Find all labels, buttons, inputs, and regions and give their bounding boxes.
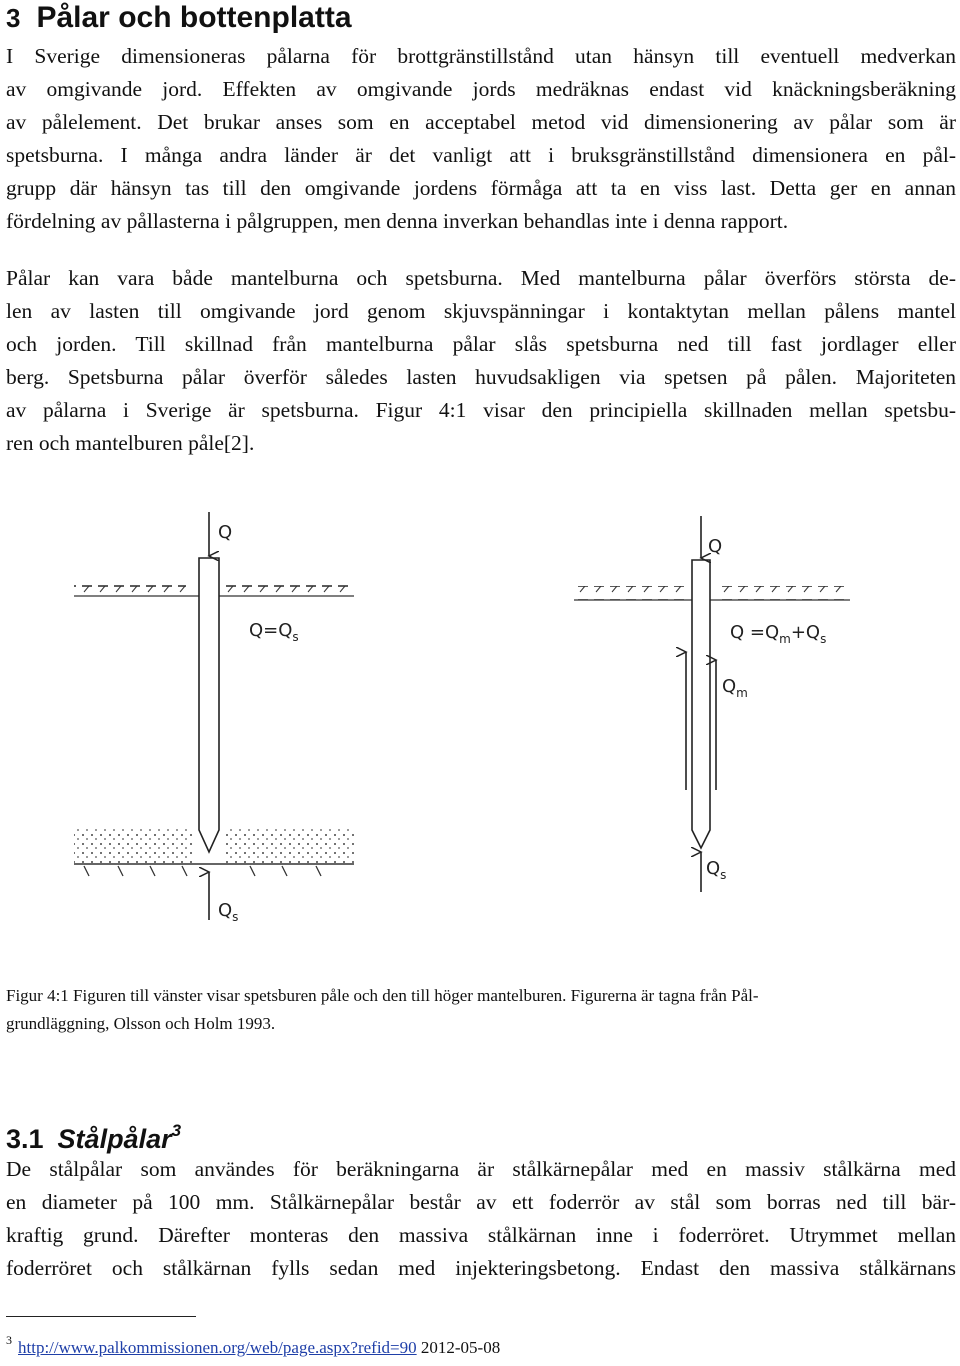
tip-force-label: $Q_s$	[218, 900, 239, 924]
text-line: fördelning av pållasterna i pålgruppen, men denna inverkan behandlas inte i denna rapport.	[6, 209, 789, 233]
bedrock-hatch	[84, 866, 321, 876]
end-bearing-pile-diagram	[74, 512, 354, 924]
ground-surface-hatch	[224, 582, 354, 596]
footnote-divider	[6, 1316, 196, 1317]
section-number: 3	[6, 3, 21, 33]
text-line: De stålpålar som användes för beräkningarna är stålkärnepålar med en massiv stålkärna med	[6, 1157, 956, 1181]
load-label: Q	[218, 522, 233, 543]
text-line: foderröret och stålkärnan fylls sedan med injekteringsbetong. Endast den massiva stålkärnans	[6, 1256, 956, 1280]
load-label: Q	[708, 536, 723, 557]
footnote-mark: 3	[6, 1333, 12, 1347]
pile-shaft	[692, 560, 710, 848]
shaft-force-label: $Q_m$	[722, 676, 748, 700]
footnote-reference[interactable]: 3	[171, 1121, 182, 1140]
caption-line: Figur 4:1 Figuren till vänster visar spetsburen påle och den till höger mantelburen. Figurerna är tagna från Pål-	[6, 986, 759, 1005]
subsection-number: 3.1	[6, 1124, 44, 1154]
text-line: en diameter på 100 mm. Stålkärnepålar består av ett foderrör av stål som borras ned till bär-	[6, 1190, 956, 1214]
paragraph-steel-piles	[6, 1153, 956, 1285]
subsection-title: Stålpålar	[57, 1124, 172, 1154]
text-line: spetsburna. I många andra länder är det vanligt att i bruksgränstillstånd dimensionera en pål-	[6, 143, 956, 167]
text-line: grupp där hänsyn tas till den omgivande jordens förmåga att ta en viss last. Detta ger en annan	[6, 176, 956, 200]
caption-line: grundläggning, Olsson och Holm 1993.	[6, 1014, 276, 1033]
text-line: av omgivande jord. Effekten av omgivande jords medräknas endast vid knäckningsberäkning	[6, 77, 956, 101]
text-line: berg. Spetsburna pålar överför således lasten huvudsakligen via spetsen på pålen. Majoriteten	[6, 365, 956, 389]
section-heading	[6, 0, 352, 36]
pile-shaft	[199, 558, 219, 852]
figure-caption	[6, 982, 954, 1038]
text-line: kraftig grund. Därefter monteras den massiva stålkärnan inne i foderröret. Utrymmet mellan	[6, 1223, 956, 1247]
footnote-date: 2012-05-08	[420, 1338, 501, 1357]
subsection-heading	[6, 1114, 181, 1156]
equation-label: $Q=Q_s$	[249, 620, 299, 644]
friction-pile-diagram	[574, 516, 850, 892]
text-line: av pålarna i Sverige är spetsburna. Figur 4:1 visar den principiella skillnaden mellan spetsbu-	[6, 398, 956, 422]
text-line: ren och mantelburen påle[2].	[6, 431, 255, 455]
ground-surface-hatch	[574, 586, 684, 600]
section-title: Pålar och bottenplatta	[36, 1, 352, 34]
text-line: Pålar kan vara både mantelburna och spetsburna. Med mantelburna pålar överförs största de-	[6, 266, 956, 290]
text-line: av pålelement. Det brukar anses som en acceptabel metod vid dimensionering av pålar som är	[6, 110, 956, 134]
equation-label: $Q =Q_m+Q_s$	[730, 622, 827, 646]
footnote-link[interactable]: http://www.palkommissionen.org/web/page.aspx?refid=90	[18, 1338, 417, 1357]
paragraph-pile-types	[6, 262, 956, 460]
tip-force-label: $Q_s$	[706, 858, 727, 882]
paragraph-intro	[6, 40, 956, 238]
firm-layer	[74, 828, 194, 864]
pile-figure	[0, 500, 960, 940]
footnote	[6, 1326, 500, 1362]
ground-surface-hatch	[720, 586, 850, 600]
text-line: len av lasten till omgivande jord genom skjuvspänningar i kontaktytan mellan pålens mantel	[6, 299, 956, 323]
firm-layer	[224, 828, 354, 864]
ground-surface-hatch	[74, 582, 186, 596]
text-line: I Sverige dimensioneras pålarna för brottgränstillstånd utan hänsyn till eventuell medverkan	[6, 44, 956, 68]
text-line: och jorden. Till skillnad från mantelburna pålar slås spetsburna ned till fast jordlager eller	[6, 332, 956, 356]
